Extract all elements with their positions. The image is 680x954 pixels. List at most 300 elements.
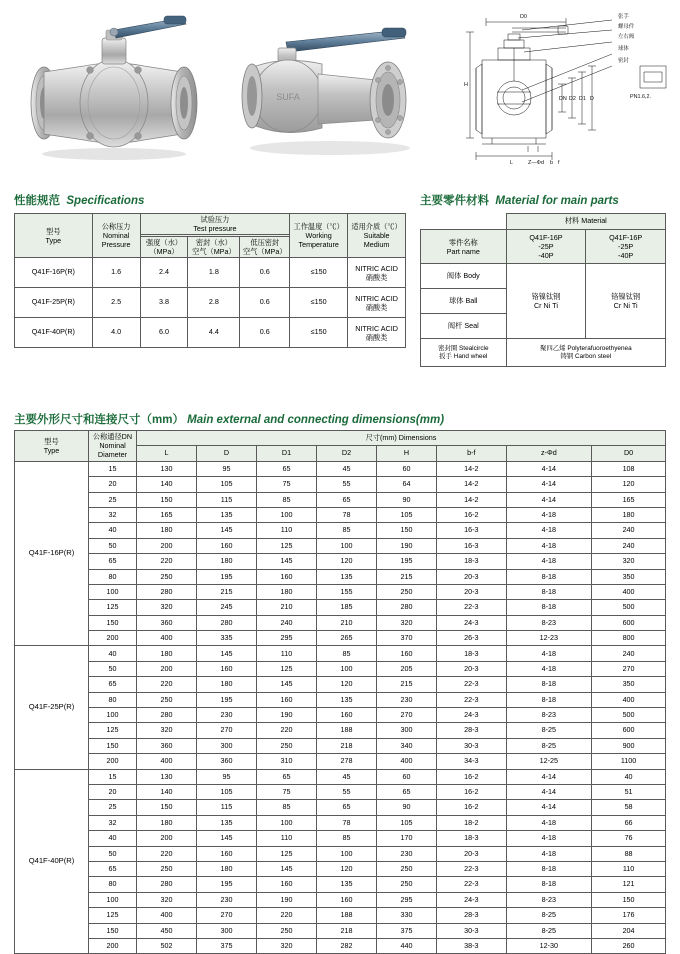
header-col-d: D: [197, 446, 257, 461]
header-low-pressure-seal: 低压密封 空气（MPa）: [240, 237, 290, 258]
header-material-col1: Q41F-16P -25P -40P: [506, 230, 586, 264]
specifications-table-wrapper: [14, 213, 406, 348]
drawing-label-d0: D0: [520, 14, 527, 20]
cell-h: 250: [377, 861, 437, 876]
table-row: [15, 723, 666, 738]
cell-zphid: 4-18: [506, 538, 592, 553]
cell-d2: 120: [317, 677, 377, 692]
cell-zphid: 4-14: [506, 461, 592, 476]
header-test-pressure: 试验压力 Test pressure: [140, 214, 290, 235]
table-row: [15, 492, 666, 507]
table-row: [15, 769, 666, 784]
cell-d2: 210: [317, 615, 377, 630]
cell-bf: 34-3: [437, 754, 507, 769]
cell-d: 270: [197, 723, 257, 738]
header-type: 型号 Type: [15, 214, 93, 258]
drawing-label-d: D: [590, 96, 594, 102]
cell-d0: 500: [592, 708, 666, 723]
table-row: [15, 631, 666, 646]
cell-h: 440: [377, 938, 437, 953]
drawing-label-zphid: Z—Φd: [528, 160, 544, 166]
cell-d: 180: [197, 677, 257, 692]
cell-h: 190: [377, 538, 437, 553]
drawing-label-dn: DN: [559, 96, 567, 102]
cell-d2: 155: [317, 584, 377, 599]
cell-d0: 350: [592, 569, 666, 584]
cell-zphid: 4-14: [506, 492, 592, 507]
cell-dn: 200: [89, 631, 137, 646]
cell-l: 320: [137, 723, 197, 738]
cell-bf: 20-3: [437, 584, 507, 599]
cell-d: 135: [197, 507, 257, 522]
cell-d2: 282: [317, 938, 377, 953]
cell-low-seal: 0.6: [240, 258, 290, 288]
cell-d0: 240: [592, 538, 666, 553]
table-row: [15, 569, 666, 584]
drawing-label-pn: PN1.6,2.: [630, 94, 651, 100]
cell-nominal-pressure: 4.0: [92, 318, 140, 348]
table-row: [15, 938, 666, 953]
cell-d: 180: [197, 861, 257, 876]
cell-l: 450: [137, 923, 197, 938]
cell-d: 115: [197, 492, 257, 507]
cell-d0: 800: [592, 631, 666, 646]
cell-d0: 165: [592, 492, 666, 507]
cell-d1: 190: [257, 708, 317, 723]
technical-drawing: [462, 6, 674, 168]
cell-d: 105: [197, 477, 257, 492]
table-row: [15, 908, 666, 923]
cell-d0: 176: [592, 908, 666, 923]
cell-d: 195: [197, 877, 257, 892]
cell-zphid: 4-18: [506, 523, 592, 538]
material-table: [420, 213, 666, 367]
cell-d0: 400: [592, 692, 666, 707]
cell-h: 250: [377, 584, 437, 599]
cell-d0: 58: [592, 800, 666, 815]
cell-h: 105: [377, 507, 437, 522]
cell-d0: 204: [592, 923, 666, 938]
cell-zphid: 12-23: [506, 631, 592, 646]
table-row: [15, 554, 666, 569]
cell-dn: 15: [89, 461, 137, 476]
cell-d1: 250: [257, 923, 317, 938]
cell-d0: 121: [592, 877, 666, 892]
cell-bf: 24-3: [437, 892, 507, 907]
cell-d1: 160: [257, 569, 317, 584]
cell-medium: NITRIC ACID 硝酸类: [348, 288, 406, 318]
cell-d0: 51: [592, 784, 666, 799]
cell-type: Q41F-25P(R): [15, 288, 93, 318]
specifications-table: [14, 213, 406, 348]
cell-h: 60: [377, 769, 437, 784]
header-working-temp: 工作温度（℃） Working Temperature: [290, 214, 348, 258]
header-suitable-medium: 适用介质（℃） Suitable Medium: [348, 214, 406, 258]
cell-d1: 295: [257, 631, 317, 646]
drawing-label-h: H: [464, 82, 468, 88]
cell-d0: 240: [592, 523, 666, 538]
cell-d: 180: [197, 554, 257, 569]
cell-l: 400: [137, 908, 197, 923]
cell-zphid: 8-18: [506, 600, 592, 615]
cell-h: 230: [377, 692, 437, 707]
cell-strength: 2.4: [140, 258, 188, 288]
cell-d: 230: [197, 892, 257, 907]
cell-d2: 160: [317, 892, 377, 907]
cell-d2: 120: [317, 861, 377, 876]
cell-d2: 55: [317, 784, 377, 799]
cell-d: 375: [197, 938, 257, 953]
cell-d1: 190: [257, 892, 317, 907]
cell-dn: 40: [89, 646, 137, 661]
cell-d0: 320: [592, 554, 666, 569]
cell-h: 300: [377, 723, 437, 738]
cell-d2: 55: [317, 477, 377, 492]
cell-material-right: 铬镍钛钢 Cr Ni Ti: [586, 264, 666, 339]
cell-zphid: 12-25: [506, 754, 592, 769]
cell-d: 145: [197, 646, 257, 661]
cell-medium: NITRIC ACID 硝酸类: [348, 318, 406, 348]
cell-dn: 200: [89, 754, 137, 769]
drawing-callout-2: 螺母件: [618, 24, 635, 30]
table-row: [15, 507, 666, 522]
cell-d: 195: [197, 569, 257, 584]
cell-l: 140: [137, 477, 197, 492]
cell-d2: 85: [317, 523, 377, 538]
cell-zphid: 4-14: [506, 477, 592, 492]
cell-l: 220: [137, 677, 197, 692]
table-row: [15, 892, 666, 907]
cell-bf: 18-3: [437, 646, 507, 661]
cell-l: 130: [137, 769, 197, 784]
table-row: [15, 661, 666, 676]
header-col-d0: D0: [592, 446, 666, 461]
cell-zphid: 8-25: [506, 723, 592, 738]
cell-zphid: 8-25: [506, 923, 592, 938]
cell-dn: 150: [89, 923, 137, 938]
table-row: [15, 861, 666, 876]
dimensions-table-wrapper: [14, 430, 666, 954]
cell-d0: 40: [592, 769, 666, 784]
svg-text:SUFA: SUFA: [276, 92, 300, 102]
cell-zphid: 8-25: [506, 908, 592, 923]
table-row: [15, 318, 406, 348]
drawing-label-d1: D1: [579, 96, 586, 102]
cell-l: 320: [137, 892, 197, 907]
cell-h: 250: [377, 877, 437, 892]
cell-l: 200: [137, 831, 197, 846]
table-header-row-2: [421, 230, 666, 264]
cell-d0: 110: [592, 861, 666, 876]
cell-part-body: 阀体 Body: [421, 264, 507, 289]
cell-bf: 26-3: [437, 631, 507, 646]
cell-d2: 135: [317, 692, 377, 707]
cell-bf: 20-3: [437, 569, 507, 584]
cell-d: 95: [197, 769, 257, 784]
cell-d1: 180: [257, 584, 317, 599]
cell-d0: 270: [592, 661, 666, 676]
cell-l: 130: [137, 461, 197, 476]
cell-zphid: 4-18: [506, 815, 592, 830]
header-col-bf: b-f: [437, 446, 507, 461]
header-part-name: 零件名称 Part name: [421, 230, 507, 264]
cell-h: 60: [377, 461, 437, 476]
cell-d1: 110: [257, 523, 317, 538]
cell-nominal-pressure: 2.5: [92, 288, 140, 318]
cell-d1: 240: [257, 615, 317, 630]
cell-strength: 6.0: [140, 318, 188, 348]
cell-type-group: Q41F-40P(R): [15, 769, 89, 954]
cell-d1: 85: [257, 800, 317, 815]
cell-d2: 100: [317, 661, 377, 676]
cell-part-ball: 球体 Ball: [421, 289, 507, 314]
cell-d: 300: [197, 738, 257, 753]
header-material-col2: Q41F-16P -25P -40P: [586, 230, 666, 264]
drawing-callout-4: 球体: [618, 46, 629, 52]
table-row: [15, 815, 666, 830]
cell-h: 160: [377, 646, 437, 661]
cell-d: 95: [197, 461, 257, 476]
valve-photo-side: [14, 8, 214, 168]
cell-l: 320: [137, 600, 197, 615]
drawing-label-d2: D2: [569, 96, 576, 102]
cell-d2: 278: [317, 754, 377, 769]
table-row: [15, 831, 666, 846]
cell-d0: 1100: [592, 754, 666, 769]
dimensions-heading: 主要外形尺寸和连接尺寸（mm） Main external and connecting dimensions(mm): [14, 414, 445, 426]
cell-zphid: 4-18: [506, 554, 592, 569]
cell-dn: 150: [89, 738, 137, 753]
header-nominal-diameter: 公称通径DN Nominal Diameter: [89, 431, 137, 462]
cell-d0: 88: [592, 846, 666, 861]
cell-d2: 85: [317, 831, 377, 846]
cell-zphid: 8-25: [506, 738, 592, 753]
cell-d2: 78: [317, 507, 377, 522]
cell-d1: 110: [257, 831, 317, 846]
cell-d0: 350: [592, 677, 666, 692]
cell-d: 145: [197, 831, 257, 846]
cell-d1: 75: [257, 477, 317, 492]
drawing-label-f: f: [558, 160, 560, 166]
cell-d1: 145: [257, 554, 317, 569]
cell-d: 360: [197, 754, 257, 769]
cell-bf: 16-3: [437, 523, 507, 538]
cell-dn: 80: [89, 877, 137, 892]
table-row: [15, 523, 666, 538]
header-col-d2: D2: [317, 446, 377, 461]
header-strength: 强度（水） （MPa）: [140, 237, 188, 258]
table-row: [421, 339, 666, 367]
cell-material-left: 铬镍钛钢 Cr Ni Ti: [506, 264, 586, 339]
cell-d0: 180: [592, 507, 666, 522]
table-row: [15, 738, 666, 753]
cell-h: 64: [377, 477, 437, 492]
table-row: [15, 288, 406, 318]
table-row: [15, 646, 666, 661]
cell-dn: 100: [89, 708, 137, 723]
cell-l: 280: [137, 708, 197, 723]
cell-d2: 218: [317, 738, 377, 753]
cell-dn: 20: [89, 784, 137, 799]
cell-bf: 18-3: [437, 831, 507, 846]
cell-dn: 15: [89, 769, 137, 784]
cell-h: 270: [377, 708, 437, 723]
material-heading: 主要零件材料 Material for main parts: [420, 195, 619, 207]
cell-bf: 16-3: [437, 538, 507, 553]
cell-h: 230: [377, 846, 437, 861]
cell-zphid: 12-30: [506, 938, 592, 953]
cell-d2: 185: [317, 600, 377, 615]
table-row: [15, 258, 406, 288]
cell-h: 215: [377, 569, 437, 584]
cell-d: 335: [197, 631, 257, 646]
cell-material-ptfe: 聚四乙烯 Polyterafuoroethyenea 铸钢 Carbon steel: [506, 339, 665, 367]
table-row: [15, 754, 666, 769]
cell-d2: 65: [317, 492, 377, 507]
cell-nominal-pressure: 1.6: [92, 258, 140, 288]
cell-d2: 135: [317, 569, 377, 584]
table-row: [15, 615, 666, 630]
cell-l: 180: [137, 815, 197, 830]
cell-zphid: 8-18: [506, 692, 592, 707]
cell-bf: 24-3: [437, 708, 507, 723]
cell-type: Q41F-40P(R): [15, 318, 93, 348]
drawing-callout-3: 左右阀: [618, 34, 635, 40]
cell-zphid: 4-18: [506, 846, 592, 861]
cell-dn: 50: [89, 846, 137, 861]
table-row: [15, 584, 666, 599]
cell-d1: 210: [257, 600, 317, 615]
cell-d1: 100: [257, 815, 317, 830]
cell-d0: 66: [592, 815, 666, 830]
table-header-row: [15, 214, 406, 235]
cell-bf: 18-2: [437, 815, 507, 830]
cell-bf: 22-3: [437, 861, 507, 876]
cell-low-seal: 0.6: [240, 288, 290, 318]
cell-d: 195: [197, 692, 257, 707]
header-type: 型号 Type: [15, 431, 89, 462]
cell-h: 370: [377, 631, 437, 646]
cell-dn: 80: [89, 692, 137, 707]
cell-d: 230: [197, 708, 257, 723]
cell-bf: 20-3: [437, 846, 507, 861]
table-row: [15, 800, 666, 815]
cell-dn: 65: [89, 677, 137, 692]
cell-d1: 110: [257, 646, 317, 661]
cell-bf: 14-2: [437, 492, 507, 507]
cell-zphid: 8-23: [506, 615, 592, 630]
cell-d: 160: [197, 661, 257, 676]
header-col-d1: D1: [257, 446, 317, 461]
cell-d1: 145: [257, 677, 317, 692]
cell-zphid: 8-23: [506, 708, 592, 723]
cell-d0: 400: [592, 584, 666, 599]
cell-bf: 18-3: [437, 554, 507, 569]
cell-h: 205: [377, 661, 437, 676]
cell-d1: 160: [257, 877, 317, 892]
cell-zphid: 4-18: [506, 831, 592, 846]
cell-zphid: 8-18: [506, 584, 592, 599]
cell-d2: 265: [317, 631, 377, 646]
specifications-heading: 性能规范 Specifications: [14, 195, 145, 207]
cell-l: 280: [137, 877, 197, 892]
dimensions-table-body: [15, 461, 666, 954]
cell-d: 145: [197, 523, 257, 538]
table-header-row: [15, 431, 666, 446]
cell-zphid: 8-18: [506, 569, 592, 584]
cell-bf: 16-2: [437, 800, 507, 815]
cell-dn: 200: [89, 938, 137, 953]
table-row: [15, 923, 666, 938]
cell-d2: 188: [317, 723, 377, 738]
cell-l: 180: [137, 523, 197, 538]
cell-type-group: Q41F-16P(R): [15, 461, 89, 646]
table-row: [421, 264, 666, 289]
cell-bf: 14-2: [437, 477, 507, 492]
header-material: 材料 Material: [506, 214, 665, 230]
cell-d2: 85: [317, 646, 377, 661]
material-table-wrapper: [420, 213, 666, 367]
cell-low-seal: 0.6: [240, 318, 290, 348]
cell-h: 90: [377, 492, 437, 507]
cell-d0: 108: [592, 461, 666, 476]
cell-d1: 145: [257, 861, 317, 876]
cell-bf: 28-3: [437, 723, 507, 738]
cell-l: 220: [137, 554, 197, 569]
cell-seal: 4.4: [188, 318, 240, 348]
cell-dn: 150: [89, 615, 137, 630]
header-nominal-pressure: 公称压力 Nominal Pressure: [92, 214, 140, 258]
cell-d2: 78: [317, 815, 377, 830]
cell-l: 250: [137, 569, 197, 584]
cell-d1: 220: [257, 908, 317, 923]
cell-d2: 218: [317, 923, 377, 938]
cell-zphid: 4-18: [506, 661, 592, 676]
cell-d0: 900: [592, 738, 666, 753]
dimensions-table: [14, 430, 666, 954]
cell-d0: 260: [592, 938, 666, 953]
cell-d1: 125: [257, 661, 317, 676]
cell-d: 270: [197, 908, 257, 923]
cell-d1: 125: [257, 846, 317, 861]
header-dimensions: 尺寸(mm) Dimensions: [137, 431, 666, 446]
cell-h: 375: [377, 923, 437, 938]
cell-dn: 100: [89, 892, 137, 907]
cell-d1: 310: [257, 754, 317, 769]
cell-d2: 120: [317, 554, 377, 569]
cell-l: 250: [137, 861, 197, 876]
cell-d0: 500: [592, 600, 666, 615]
cell-d1: 220: [257, 723, 317, 738]
cell-bf: 20-3: [437, 661, 507, 676]
cell-zphid: 4-14: [506, 769, 592, 784]
cell-d1: 75: [257, 784, 317, 799]
table-row: [15, 477, 666, 492]
cell-dn: 100: [89, 584, 137, 599]
drawing-label-l: L: [510, 160, 513, 166]
cell-h: 170: [377, 831, 437, 846]
cell-temp: ≤150: [290, 318, 348, 348]
header-seal-air: 密封（水） 空气（MPa）: [188, 237, 240, 258]
cell-h: 295: [377, 892, 437, 907]
cell-d2: 135: [317, 877, 377, 892]
cell-bf: 22-3: [437, 877, 507, 892]
cell-d: 280: [197, 615, 257, 630]
cell-zphid: 8-18: [506, 677, 592, 692]
cell-l: 200: [137, 538, 197, 553]
cell-zphid: 8-23: [506, 892, 592, 907]
table-row: [15, 677, 666, 692]
